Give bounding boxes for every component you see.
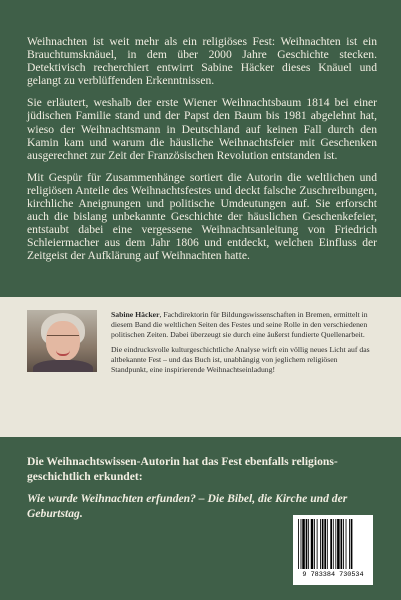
- blurb-paragraph-3: Mit Gespür für Zusammenhänge sortiert die Autorin die weltlichen und religiösen Anteile des Weihnachtsfestes und deckt falsche Zuschreibungen, kirchliche Aneignungen und politische Umdeutungen auf. Sie erforscht auch die bislang unbekannte Geschichte der häuslichen Geschenkefeier, entstaubt dabei eine vergessene Weihnachtsanleitung von Friedrich Schleiermacher aus dem Jahr 1806 und entdeckt, welchen Einfluss der Zeitgeist der Aufklärung auf Weihnachten hatte.: [27, 170, 377, 263]
- author-bio-paragraph: [111, 310, 376, 340]
- isbn-barcode: [293, 515, 373, 585]
- review-quote: Die eindrucksvolle kulturgeschichtliche Analyse wirft ein völlig neues Licht auf das altbekannte Fest – und das Buch ist, unabhängig von jeglichem religiösen Standpunkt, eine inspirierende Weihnachtseinladung!: [111, 345, 370, 375]
- isbn-number: 9 783384 730534: [302, 571, 364, 579]
- author-description: , Fachdirektorin für Bildungswissenschaften in Bremen, ermittelt in diesem Band die weltlichen Seiten des Festes und seine Rolle in den verschiedenen politischen Zeiten. Dabei überzeugt sie durch eine äußerst fundierte Quellenarbeit.: [111, 310, 368, 340]
- author-name: Sabine Häcker: [111, 310, 160, 319]
- author-bio: [111, 310, 376, 381]
- barcode-bars: [298, 519, 368, 569]
- other-works-title: Wie wurde Weihnachten erfunden? – Die Bibel, die Kirche und der Geburtstag.: [27, 492, 348, 520]
- blurb-text: [27, 35, 377, 272]
- author-photo: [27, 310, 97, 372]
- blurb-paragraph-2: Sie erläutert, weshalb der erste Wiener Weihnachtsbaum 1814 bei einer jüdischen Familie stand und der Papst den Baum bis 1981 abgelehnt hat, wieso der Weihnachtsmann in Deutschland auf keinen Fall durch den Kamin kam und warum die häusliche Weihnachtsfeier mit Geschenken ausgerechnet zur Zeit der Französischen Revolution entstanden ist.: [27, 96, 377, 162]
- author-section: [0, 297, 401, 437]
- other-works-intro: Die Weihnachtswissen-Autorin hat das Fest ebenfalls religions-geschichtlich erkundet:: [27, 455, 338, 483]
- blurb-paragraph-1: Weihnachten ist weit mehr als ein religiöses Fest: Weihnachten ist ein Brauchtumsknäuel, in dem über 2000 Jahre Geschichte stecken. Detektivisch recherchiert entwirrt Sabine Häcker dieses Knäuel und gelangt zu verblüffenden Erkenntnissen.: [27, 35, 377, 88]
